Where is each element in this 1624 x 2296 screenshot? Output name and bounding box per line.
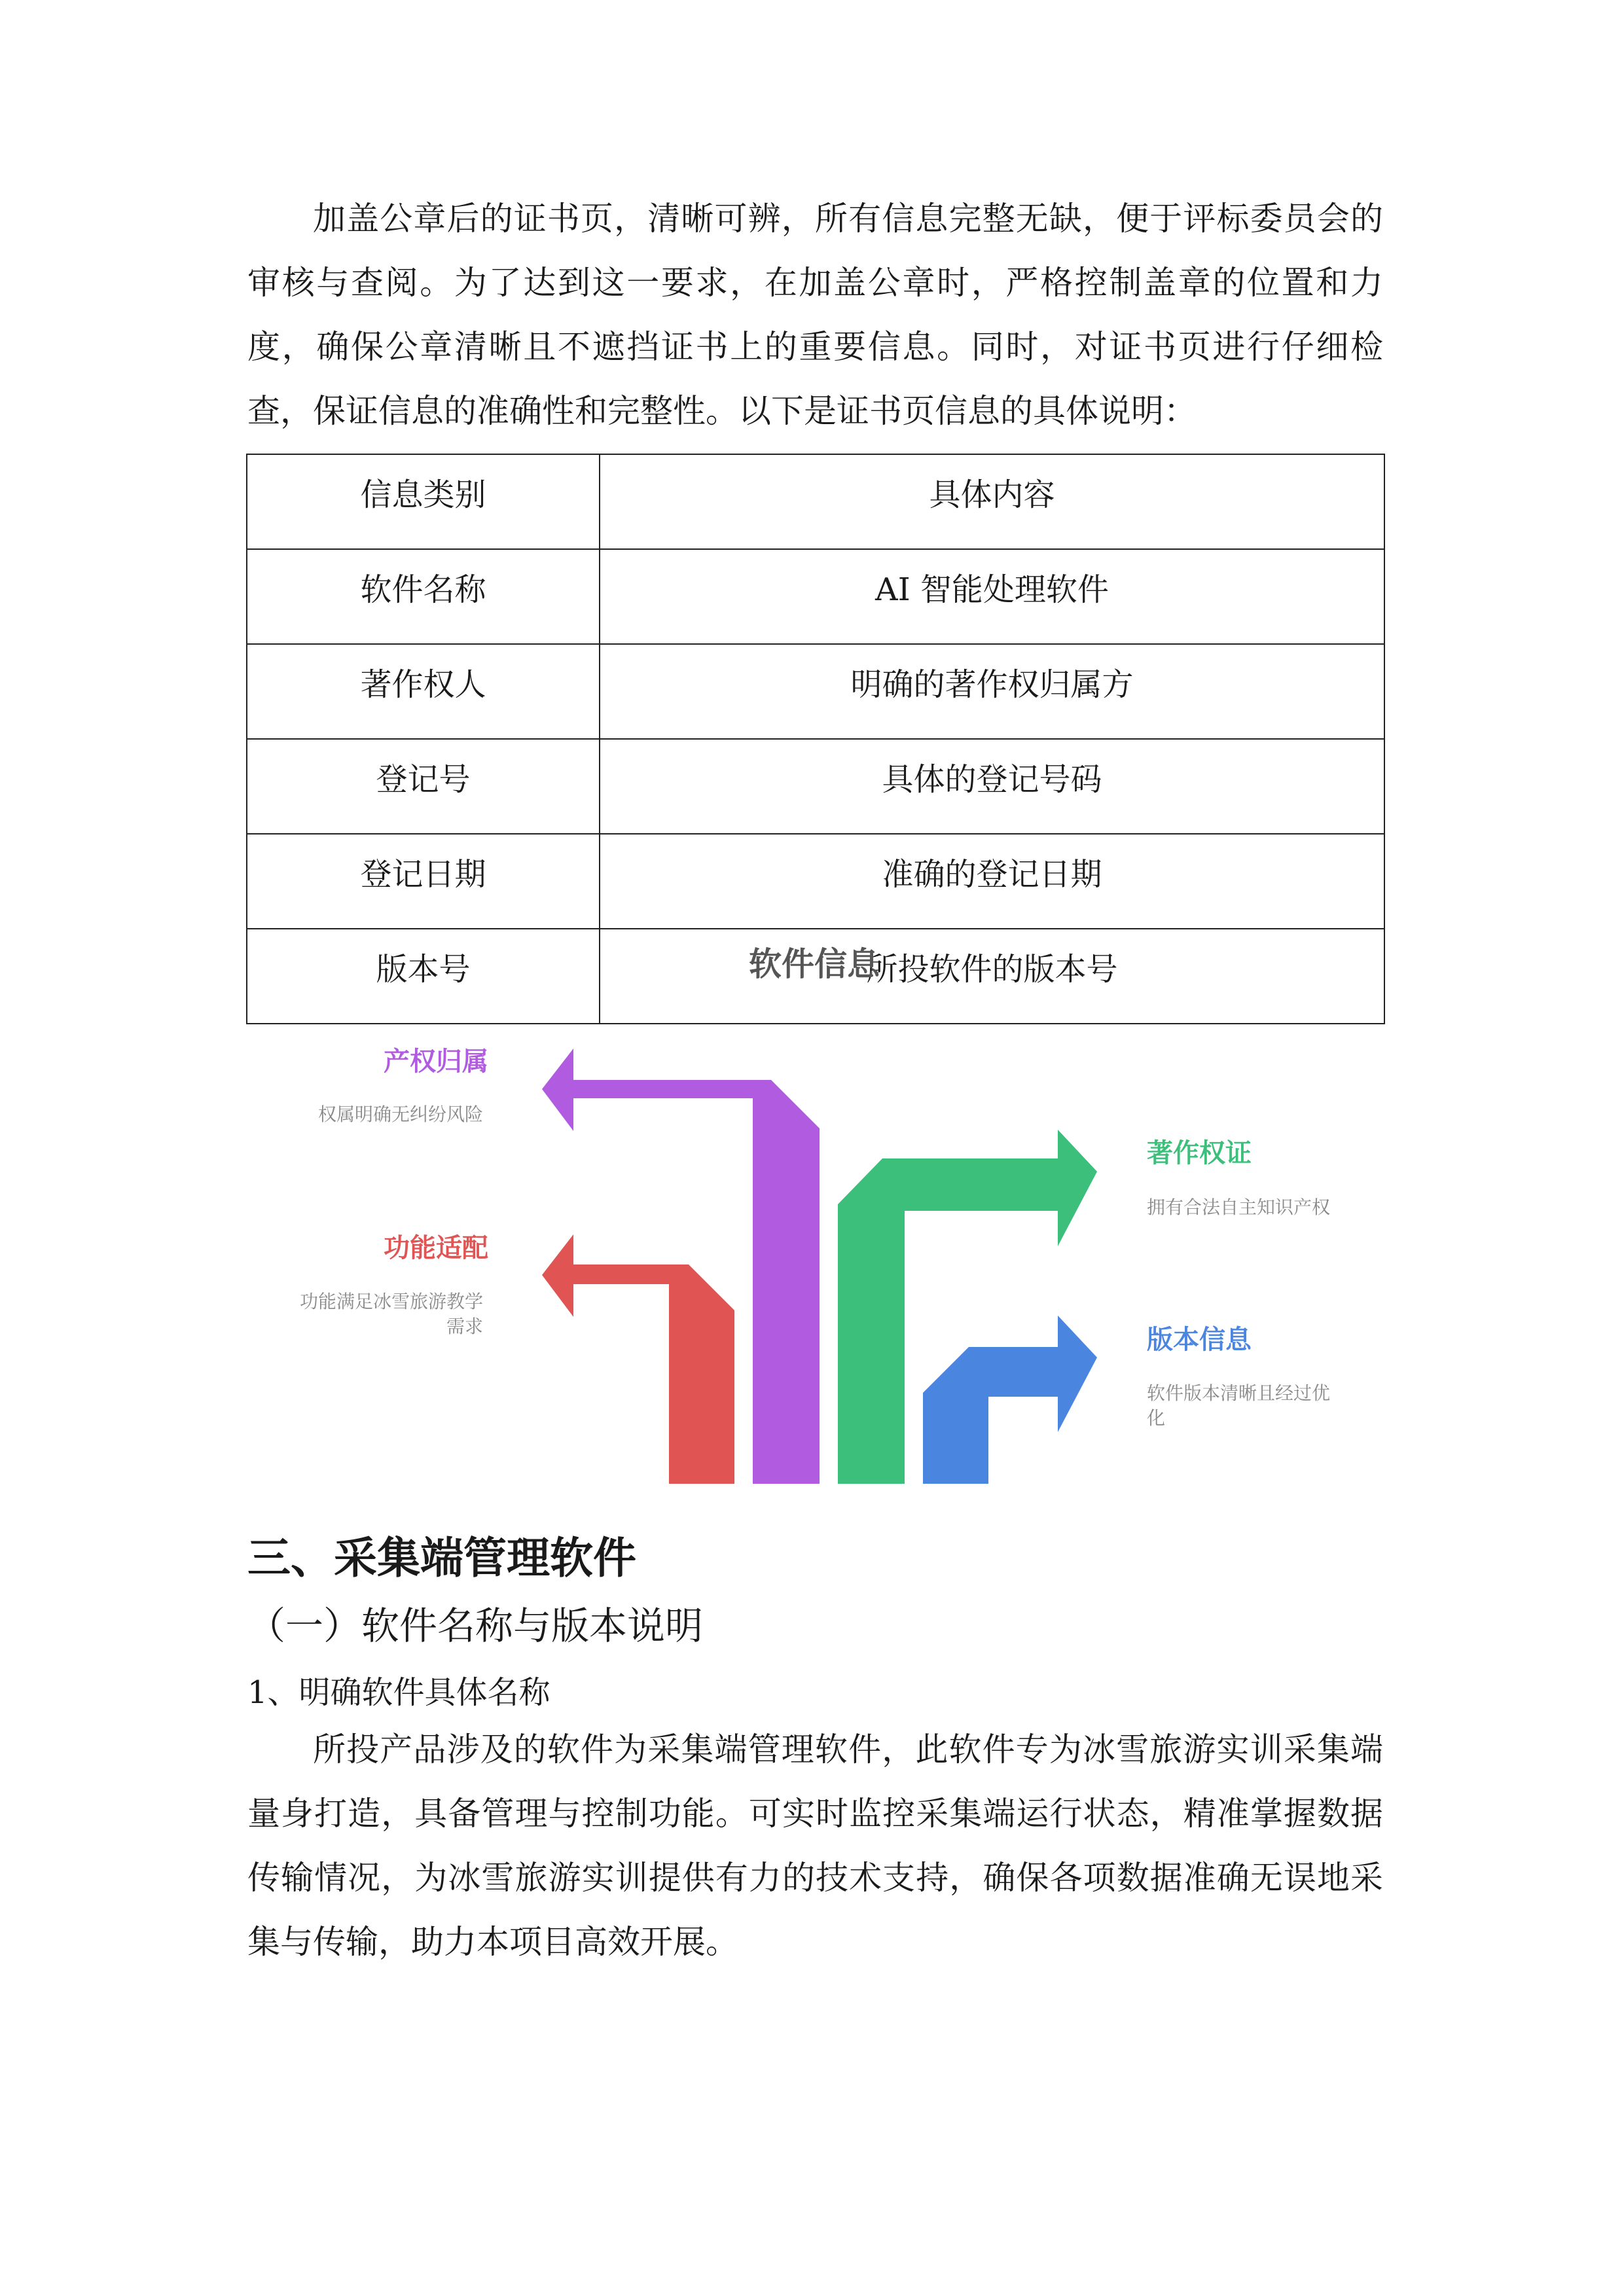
function-desc-line-1: 功能满足冰雪旅游教学: [299, 1291, 483, 1312]
table-cell: 版本号: [247, 929, 600, 1024]
item-heading: 1、明确软件具体名称: [247, 1674, 550, 1711]
version-arrow: [923, 1316, 1097, 1484]
version-desc-line-1: 软件版本清晰且经过优: [1147, 1382, 1331, 1404]
copyright-desc: 拥有合法自主知识产权: [1147, 1196, 1331, 1218]
intro-paragraph: 加盖公章后的证书页，清晰可辨，所有信息完整无缺，便于评标委员会的审核与查阅。为了达到这一要求，在加盖公章时，严格控制盖章的位置和力度，确保公章清晰且不遮挡证书上的重要信息。同时，对证书页进行仔细检查，保证信息的准确性和完整性。以下是证书页信息的具体说明：: [247, 200, 1383, 430]
function-arrow: [542, 1234, 734, 1484]
table-cell: 登记号: [247, 739, 600, 834]
table-cell: 明确的著作权归属方: [600, 644, 1384, 739]
table-cell: 准确的登记日期: [600, 834, 1384, 929]
table-cell: 登记日期: [247, 834, 600, 929]
table-row: [247, 549, 1384, 644]
table-header-cell: 具体内容: [600, 454, 1384, 549]
table-cell: 软件名称: [247, 549, 600, 644]
certificate-info-table: [246, 454, 1385, 1024]
ownership-desc: 权属明确无纠纷风险: [317, 1103, 483, 1125]
table-row: [247, 644, 1384, 739]
table-header-row: [247, 454, 1384, 549]
table-header-cell: 信息类别: [247, 454, 600, 549]
version-title: 版本信息: [1147, 1325, 1252, 1355]
table-cell: 所投软件的版本号: [600, 929, 1384, 1024]
software-info-diagram: [246, 942, 1385, 1505]
subsection-heading: （一）软件名称与版本说明: [247, 1604, 704, 1648]
ownership-title: 产权归属: [384, 1047, 488, 1077]
section-heading: 三、采集端管理软件: [247, 1533, 636, 1583]
version-desc-line-2: 化: [1147, 1407, 1166, 1429]
function-title: 功能适配: [384, 1233, 488, 1263]
function-desc-line-2: 需求: [446, 1316, 483, 1337]
table-cell: AI 智能处理软件: [600, 549, 1384, 644]
diagram-title: 软件信息: [749, 945, 880, 983]
table-row: [247, 739, 1384, 834]
table-cell: 具体的登记号码: [600, 739, 1384, 834]
body-paragraph: 所投产品涉及的软件为采集端管理软件，此软件专为冰雪旅游实训采集端量身打造，具备管理与控制功能。可实时监控采集端运行状态，精准掌握数据传输情况，为冰雪旅游实训提供有力的技术支持，确保各项数据准确无误地采集与传输，助力本项目高效开展。: [247, 1731, 1383, 1961]
copyright-title: 著作权证: [1147, 1138, 1252, 1168]
table-cell: 著作权人: [247, 644, 600, 739]
table-row: [247, 834, 1384, 929]
